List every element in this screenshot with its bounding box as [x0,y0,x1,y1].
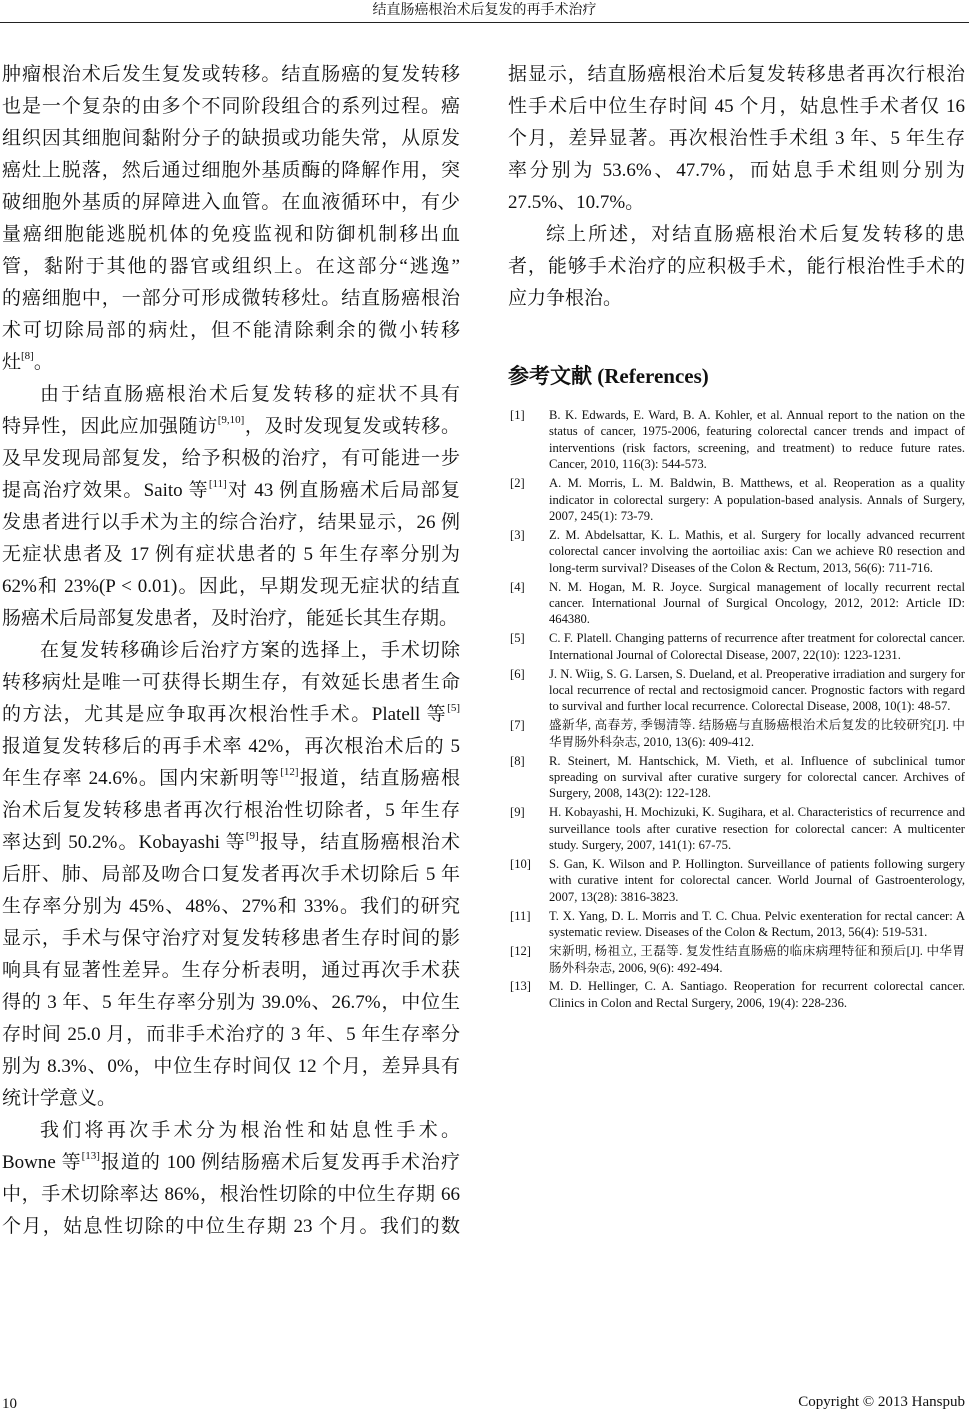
citation-superscript: [13] [81,1150,100,1162]
text-segment: 对 43 例直肠癌术后局部复 [226,480,460,501]
reference-number: [8] [510,753,525,768]
text-line [508,155,965,187]
reference-text: J. N. Wiig, S. G. Larsen, S. Dueland, et al. Preoperative irradiation and surgery for local recurrence of rectal and rectosigmoid cancer. Prognostic factors with regard to survival and further local recurrence. Colorectal Disease, 2008, 10(1): 48-57. [549,666,965,714]
reference-text: S. Gan, K. Wilson and P. Hollington. Surveillance of patients following surgery with curative intent for colorectal cancer. World Journal of Gastroenterology, 2007, 13(28): 3816-3823. [549,857,965,904]
text-segment: 响具有显著性差异。生存分析表明，通过再次手术获 [2,960,460,981]
text-line [2,1019,460,1051]
text-segment: 管，黏附于其他的器官或组织上。在这部分“逃逸” [2,256,460,277]
text-segment: 报道的 100 例结肠癌术后复发再手术治疗 [99,1152,460,1173]
reference-item [510,804,965,853]
paragraph [2,1115,460,1243]
text-line [508,59,965,91]
text-line [2,699,460,731]
text-segment: 肿瘤根治术后发生复发或转移。结直肠癌的复发转移 [2,64,460,85]
text-segment: 报道，结直肠癌根 [298,768,460,789]
citation-superscript: [8] [21,350,34,362]
text-line [2,1179,460,1211]
reference-number: [1] [510,408,525,422]
text-line [2,635,460,667]
reference-number: [5] [510,631,525,646]
text-line [508,283,965,315]
reference-text: 宋新明, 杨祖立, 王磊等. 复发性结直肠癌的临床病理特征和预后[J]. 中华胃肠外科杂志, 2006, 9(6): 492-494. [549,944,965,975]
text-line [2,1115,460,1147]
reference-item [510,527,965,576]
reference-item [510,579,965,628]
text-segment: 的癌细胞中，一部分可形成微转移灶。结直肠癌根治 [2,288,460,309]
reference-number: [6] [510,666,525,681]
right-column [508,59,965,315]
text-line [2,795,460,827]
reference-item [510,943,965,976]
references-heading: 参考文献 (References) [508,364,709,388]
text-segment: 应力争根治。 [508,288,623,309]
text-segment: 肠癌术后局部复发患者，及时治疗，能延长其生存期。 [2,608,459,629]
text-segment: 27.5%、10.7%。 [508,192,645,213]
text-segment: 在复发转移确诊后治疗方案的选择上，手术切除 [40,640,460,661]
reference-number: [9] [510,805,525,820]
text-segment: 综上所述，对结直肠癌根治术后复发转移的患 [546,224,965,245]
text-line [2,91,460,123]
text-line [508,187,965,219]
text-line [2,891,460,923]
paragraph [508,219,965,315]
text-line [2,123,460,155]
left-column [2,59,460,1243]
text-segment: 我们将再次手术分为根治性和姑息性手术。 [40,1120,460,1141]
reference-text: T. X. Yang, D. L. Morris and T. C. Chua. Pelvic exenteration for rectal cancer: A systematic review. Diseases of the Colon & Rectum, 2013, 56(4): 519-531. [549,908,965,940]
reference-number: [12] [510,944,531,959]
text-line [2,1147,460,1179]
text-segment: Bowne 等 [2,1152,82,1173]
text-line [508,91,965,123]
reference-number: [2] [510,476,525,491]
text-segment: 灶 [2,352,22,373]
text-segment: 后肝、肺、局部及吻合口复发者再次手术切除后 5 年 [2,864,460,885]
reference-number: [3] [510,527,525,542]
reference-text: C. F. Platell. Changing patterns of recurrence after treatment for colorectal cancer. International Journal of Colorectal Disease, 2007, 22(10): 1223-1231. [549,631,965,662]
text-line [2,155,460,187]
reference-item [510,717,965,750]
text-segment: 报导，结直肠癌根治术 [258,832,460,853]
text-segment: 别为 8.3%、0%，中位生存时间仅 12 个月，差异具有 [2,1056,460,1077]
text-segment: 生存率分别为 45%、48%、27%和 33%。我们的研究 [2,896,460,917]
text-segment: 者，能够手术治疗的应积极手术，能行根治性手术的 [508,256,965,277]
text-segment: 性手术后中位生存时间 45 个月，姑息性手术者仅 16 [508,96,965,117]
text-segment: 癌灶上脱落，然后通过细胞外基质酶的降解作用，突 [2,160,460,181]
reference-text: N. M. Hogan, M. R. Joyce. Surgical management of locally recurrent rectal cancer. International Journal of Surgical Oncology, 2012, 2012: Article ID: 464380. [549,579,965,627]
citation-superscript: [12] [280,766,299,778]
reference-item [510,856,965,905]
text-line [2,603,460,635]
reference-item [510,978,965,1011]
reference-item [510,630,965,663]
text-line [2,347,460,379]
text-segment: 率分别为 53.6%、47.7%，而姑息手术组则分别为 [508,160,965,181]
citation-superscript: [9] [245,830,259,842]
text-line [2,923,460,955]
text-segment: 也是一个复杂的由多个不同阶段组合的系列过程。癌 [2,96,460,117]
reference-text: A. M. Morris, L. M. Baldwin, B. Matthews, et al. Reoperation as a quality indicator in colorectal surgery: A population-based analysis. Annals of Surgery, 2007, 245(1): 73-79. [549,476,965,523]
reference-item [510,753,965,802]
citation-superscript: [5] [447,702,460,714]
text-line [508,123,965,155]
text-line [2,411,460,443]
text-segment: 。 [33,352,53,373]
text-line [2,59,460,91]
text-line [2,987,460,1019]
text-segment: 统计学意义。 [2,1088,117,1109]
text-line [2,731,460,763]
text-line [2,315,460,347]
reference-text: M. D. Hellinger, C. A. Santiago. Reoperation for recurrent colorectal cancer. Clinics in Colon and Rectal Surgery, 2006, 19(4): 228-236. [549,979,965,1010]
text-line [2,507,460,539]
paragraph [2,59,460,379]
text-line [2,283,460,315]
copyright: Copyright © 2013 Hanspub [798,1394,965,1410]
text-line [2,219,460,251]
paragraph [2,635,460,1115]
reference-number: [4] [510,579,525,594]
text-line [2,1083,460,1115]
reference-number: [7] [510,718,525,733]
paragraph [508,59,965,219]
text-line [2,1051,460,1083]
text-segment: 个月，差异显著。再次根治性手术组 3 年、5 年生存 [508,128,965,149]
text-segment: 显示，手术与保守治疗对复发转移患者生存时间的影 [2,928,460,949]
text-line [2,379,460,411]
text-segment: 组织因其细胞间黏附分子的缺损或功能失常，从原发 [2,128,460,149]
reference-item [510,908,965,941]
reference-text: H. Kobayashi, H. Mochizuki, K. Sugihara, et al. Characteristics of recurrence and surveillance tools after curative resection for colorectal cancer: A multicenter study. Surgery, 2007, 141(1): 67-75. [549,805,965,853]
text-segment: 报道复发转移后的再手术率 42%，再次根治术后的 5 [2,736,460,757]
text-segment: ，及时发现复发或转移。 [244,416,460,437]
paragraph [2,379,460,635]
text-line [2,251,460,283]
text-line [2,763,460,795]
text-segment: 年生存率 24.6%。国内宋新明等 [2,768,281,789]
text-segment: 62%和 23%(P < 0.01)。因此，早期发现无症状的结直 [2,576,460,597]
running-header: 结直肠癌根治术后复发的再手术治疗 [0,0,969,23]
text-segment: 的方法，尤其是应争取再次根治性手术。Platell 等 [2,704,448,725]
text-line [2,859,460,891]
text-segment: 提高治疗效果。Saito 等 [2,480,209,501]
text-line [2,667,460,699]
reference-text: R. Steinert, M. Hantschick, M. Vieth, et al. Influence of subclinical tumor spreading on survival after curative surgery for colorectal cancer. Archives of Surgery, 2008, 143(2): 122-128. [549,753,965,801]
citation-superscript: [9,10] [217,414,245,426]
reference-list [510,407,965,1014]
text-segment: 破细胞外基质的屏障进入血管。在血液循环中，有少 [2,192,460,213]
text-line [2,955,460,987]
text-segment: 转移病灶是唯一可获得长期生存，有效延长患者生命 [2,672,460,693]
reference-number: [11] [510,908,531,923]
text-segment: 发患者进行以手术为主的综合治疗，结果显示，26 例 [2,512,460,533]
reference-text: Z. M. Abdelsattar, K. L. Mathis, et al. Surgery for locally advanced recurrent colorectal cancer involving the aortoiliac axis: Can we achieve R0 resection and long-term survival? Diseases of the Colon & Rectum, 2013, 56(6): 711-716. [549,527,965,575]
text-segment: 治术后复发转移患者再次行根治性切除者，5 年生存 [2,800,460,821]
text-segment: 个月，姑息性切除的中位生存期 23 个月。我们的数 [2,1216,460,1237]
citation-superscript: [11] [208,478,227,490]
reference-item [510,475,965,524]
text-line [2,539,460,571]
text-segment: 中，手术切除率达 86%，根治性切除的中位生存期 66 [2,1184,460,1205]
reference-number: [10] [510,857,531,872]
text-line [2,571,460,603]
text-segment: 由于结直肠癌根治术后复发转移的症状不具有 [40,384,460,405]
text-segment: 量癌细胞能逃脱机体的免疫监视和防御机制移出血 [2,224,460,245]
reference-text: 盛新华, 高春芳, 季锡清等. 结肠癌与直肠癌根治术后复发的比较研究[J]. 中华胃肠外科杂志, 2010, 13(6): 409-412. [549,718,965,749]
text-segment: 及早发现局部复发，给予积极的治疗，有可能进一步 [2,448,460,469]
text-segment: 率达到 50.2%。Kobayashi 等 [2,832,246,853]
text-segment: 得的 3 年、5 年生存率分别为 39.0%、26.7%，中位生 [2,992,460,1013]
text-line [2,827,460,859]
text-segment: 据显示，结直肠癌根治术后复发转移患者再次行根治 [508,64,965,85]
text-segment: 无症状患者及 17 例有症状患者的 5 年生存率分别为 [2,544,460,565]
text-line [2,475,460,507]
text-segment: 存时间 25.0 月，而非手术治疗的 3 年、5 年生存率分 [2,1024,460,1045]
reference-item [510,407,965,473]
reference-item [510,666,965,715]
reference-text: B. K. Edwards, E. Ward, B. A. Kohler, et al. Annual report to the nation on the status of cancer, 1975-2006, featuring colorectal cancer trends and impact of interventions (risk factors, screening, and treatment) to reduce future rates. Cancer, 2010, 116(3): 544-573. [549,408,965,472]
text-line [2,443,460,475]
page-number: 10 [2,1396,17,1412]
text-line [508,219,965,251]
text-segment: 特异性，因此应加强随访 [2,416,218,437]
text-line [2,187,460,219]
text-segment: 术可切除局部的病灶，但不能清除剩余的微小转移 [2,320,460,341]
reference-number: [13] [510,979,531,994]
text-line [2,1211,460,1243]
text-line [508,251,965,283]
